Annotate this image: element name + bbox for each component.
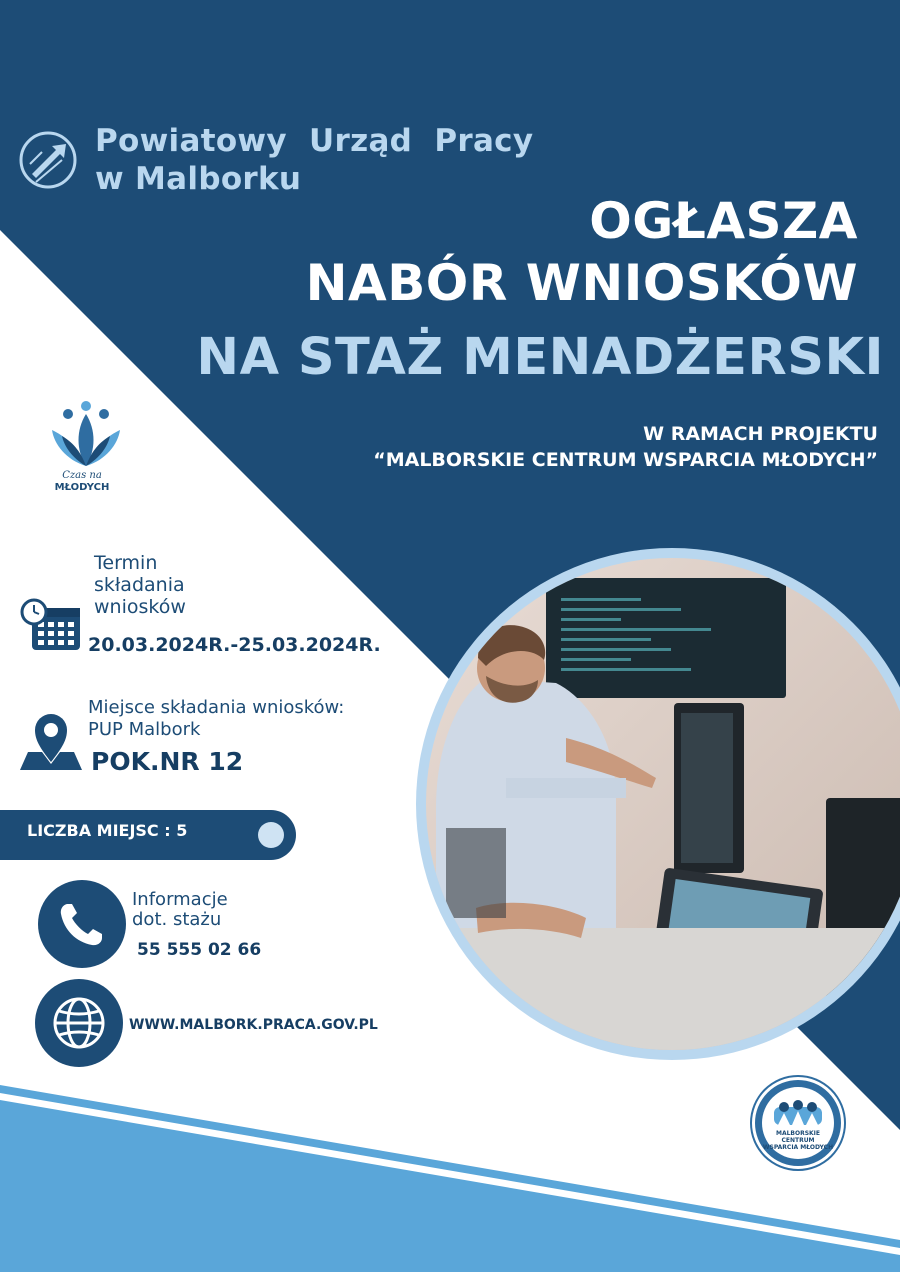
project-name [373,421,878,473]
phone-number: 55 555 02 66 [137,940,262,960]
seats-dot-icon [258,822,284,848]
office-computer-photo [416,548,900,1060]
info-label [132,890,228,930]
program-logo-bottom: MŁODYCH [54,482,110,493]
seats-label: LICZBA MIEJSC : 5 [27,821,188,840]
place-label-line2: PUP Malbork [88,719,201,740]
room-number: POK.NR 12 [91,747,244,776]
people-group-icon [772,1099,824,1127]
globe-icon [35,979,123,1067]
headline-line1: OGŁASZA [589,192,858,250]
map-pin-icon [20,708,82,772]
calendar-clock-icon [20,598,82,652]
project-line2: “MALBORSKIE CENTRUM WSPARCIA MŁODYCH” [373,449,878,471]
project-line1: W RAMACH PROJEKTU [643,423,878,445]
deadline-label-line1: Termin [94,552,158,574]
place-label [88,697,344,741]
badge-text [762,1130,834,1151]
headline [306,190,858,314]
people-lotus-logo [46,400,126,496]
info-label-line1: Informacje [132,889,228,910]
deadline-label-line2: składania [94,574,185,596]
program-logo-top: Czas na [62,470,102,481]
website-link[interactable]: WWW.MALBORK.PRACA.GOV.PL [129,1017,378,1033]
phone-icon [38,880,126,968]
deadline-label-line3: wniosków [94,596,186,618]
badge-line2: WSPARCIA MŁODYCH [762,1144,834,1151]
headline-line2: NABÓR WNIOSKÓW [305,254,858,312]
headline-line3: NA STAŻ MENADŻERSKI [196,328,884,387]
org-name-line2: w Malborku [95,161,302,197]
info-label-line2: dot. stażu [132,909,222,930]
deadline-dates: 20.03.2024R.-25.03.2024R. [88,634,381,656]
badge-line1: MALBORSKIE CENTRUM [775,1130,821,1144]
organization-name [95,122,533,198]
phone-icon-circle [38,880,126,968]
globe-icon-circle [35,979,123,1067]
org-name-line1: Powiatowy Urząd Pracy [95,123,534,159]
place-label-line1: Miejsce składania wniosków: [88,697,345,718]
deadline-label [94,552,186,618]
project-badge [752,1077,844,1169]
badge-inner [762,1087,834,1159]
arrow-up-circle-logo [18,130,78,190]
